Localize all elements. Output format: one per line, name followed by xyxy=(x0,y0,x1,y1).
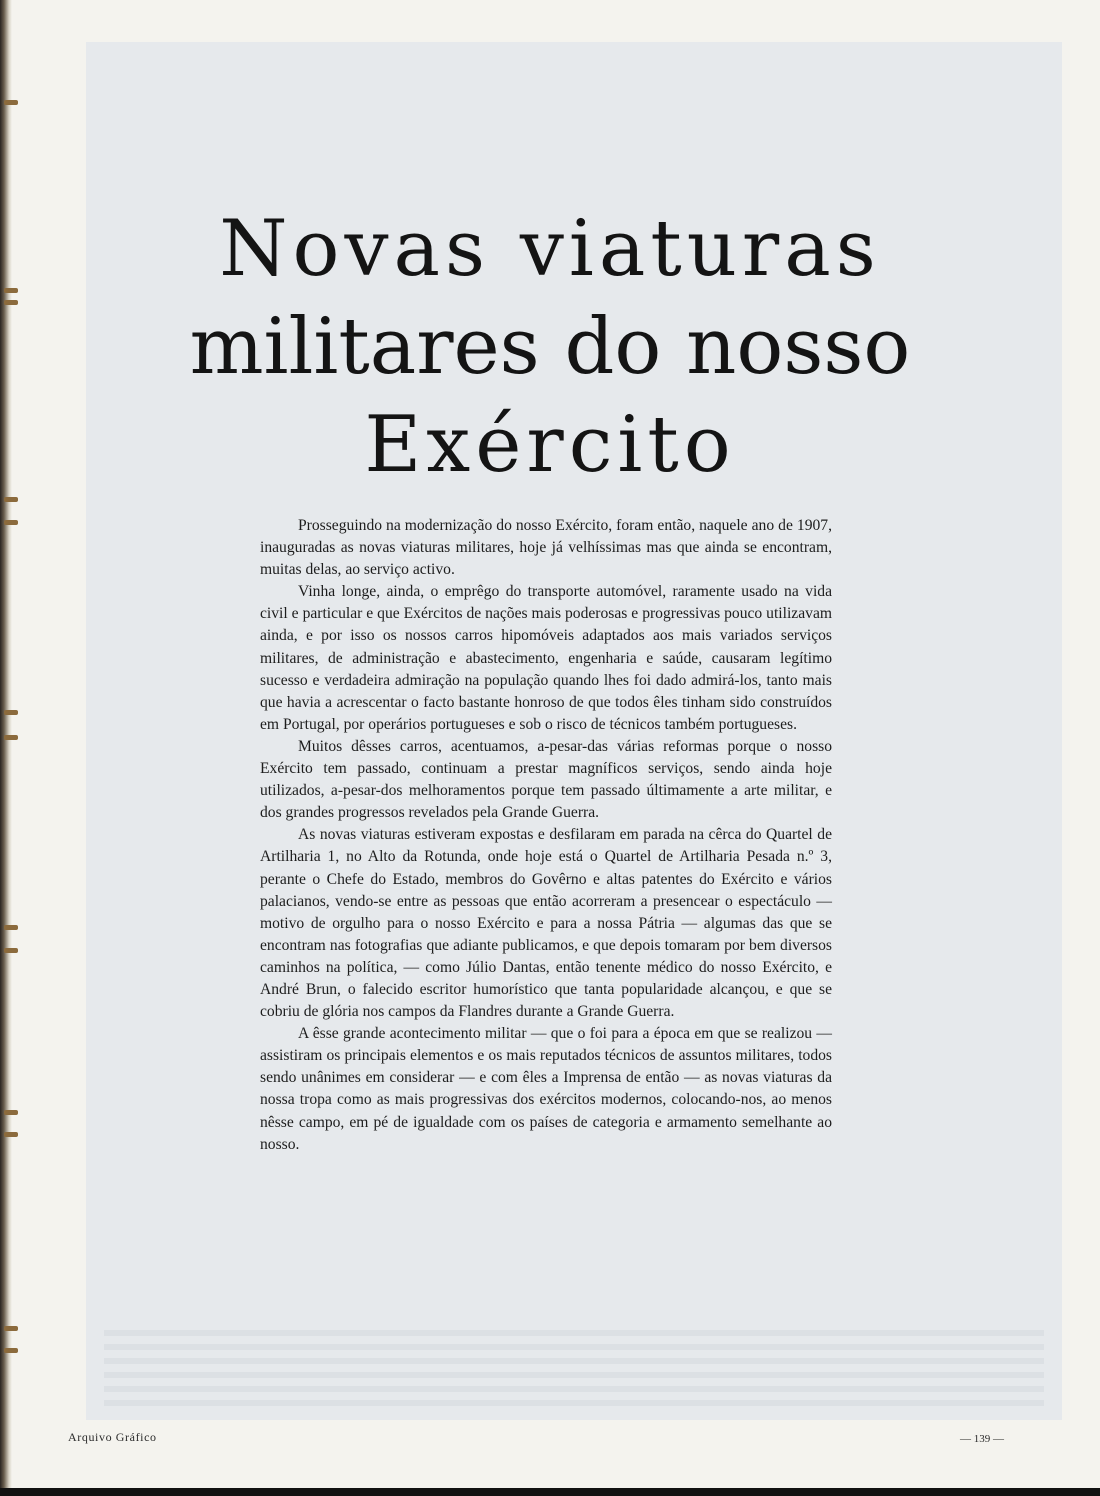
binding-stitch xyxy=(4,288,18,293)
publication-name: Arquivo Gráfico xyxy=(68,1430,157,1444)
paragraph: A êsse grande acontecimento militar — que o foi para a época em que se realizou — assistiram os principais elementos e os mais reputados técnicos de assuntos militares, todos sendo unânimes em considerar — e com êles a Imprensa de então — as novas viaturas da nossa tropa como as mais progressivas dos exércitos modernos, colocando-nos, ao menos nêsse campo, em pé de igualdade com os países de categoria e armamento semelhante ao nosso. xyxy=(260,1025,832,1153)
scan-edge xyxy=(0,1488,1100,1496)
paragraph: Muitos dêsses carros, acentuamos, a-pesar-das várias reformas porque o nosso Exército tem passado, continuam a prestar magníficos serviços, sendo ainda hoje utilizados, a-pesar-dos melhoramentos porque tem passado últimamente a arte militar, e dos grandes progressos revelados pela Grande Guerra. xyxy=(260,737,832,822)
binding-stitch xyxy=(4,1132,18,1137)
binding-stitch xyxy=(4,1326,18,1331)
binding-stitch xyxy=(4,497,18,502)
paragraph: Prosseguindo na modernização do nosso Exército, foram então, naquele ano de 1907, inauguradas as novas viaturas militares, hoje já velhíssimas mas que ainda se encontram, muitas delas, ao serviço activo. xyxy=(260,517,832,579)
binding-stitch xyxy=(4,520,18,525)
binding-stitch xyxy=(4,1348,18,1353)
binding-stitch xyxy=(4,925,18,930)
binding-stitch xyxy=(4,1110,18,1115)
article-body xyxy=(260,515,832,1156)
binding-stitch xyxy=(4,300,18,305)
page-number: — 139 — xyxy=(960,1433,1004,1445)
binding-stitch xyxy=(4,710,18,715)
show-through-caption xyxy=(104,1330,1044,1412)
title-line-2: militares do nosso xyxy=(189,302,911,392)
binding-stitch xyxy=(4,735,18,740)
binding-stitch xyxy=(4,100,18,105)
title-line-1: Novas viaturas xyxy=(219,204,881,294)
binding-stitch xyxy=(4,948,18,953)
book-binding xyxy=(0,0,12,1496)
paragraph: Vinha longe, ainda, o emprêgo do transporte automóvel, raramente usado na vida civil e particular e que Exércitos de nações mais poderosas e progressivas pouco utilizavam ainda, e por isso os nossos carros hipomóveis adaptados aos mais variados serviços militares, de administração e abastecimento, engenharia e saúde, causaram legítimo sucesso e verdadeira admiração na população quando lhes foi dado admirá-los, tanto mais que havia a acrescentar o facto bastante honroso de que todos êles tinham sido construídos em Portugal, por operários portugueses e sob o risco de técnicos também portugueses. xyxy=(260,583,832,733)
article-title xyxy=(180,200,920,494)
title-line-3: Exército xyxy=(364,400,736,490)
paragraph: As novas viaturas estiveram expostas e desfilaram em parada na cêrca do Quartel de Artilharia 1, no Alto da Rotunda, onde hoje está o Quartel de Artilharia Pesada n.º 3, perante o Chefe do Estado, membros do Govêrno e altas patentes do Exército e vários palacianos, vendo-se entre as pessoas que então acorreram a presencear o espectáculo — motivo de orgulho para o nosso Exército e para a nossa Pátria — algumas das que se encontram nas fotografias que adiante publicamos, e que depois tomaram por bem diversos caminhos na política, — como Júlio Dantas, então tenente médico do nosso Exército, e André Brun, o falecido escritor humorístico que tanta popularidade alcançou, e que se cobriu de glória nos campos da Flandres durante a Grande Guerra. xyxy=(260,826,832,1021)
